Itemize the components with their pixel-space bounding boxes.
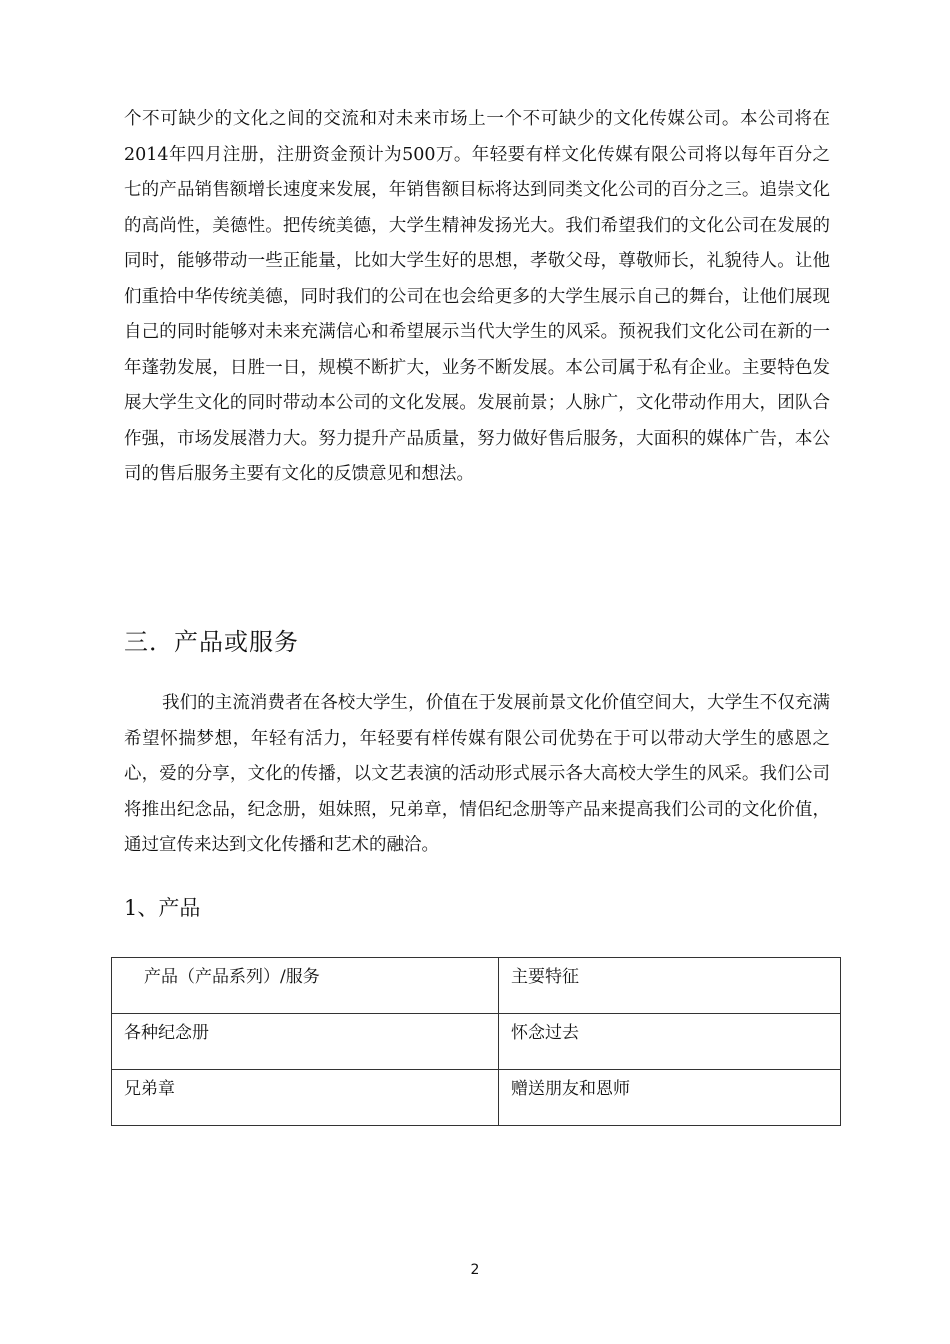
section-heading: 三．产品或服务: [124, 628, 299, 656]
table-row: [112, 1070, 841, 1126]
table-header-row: [112, 958, 841, 1014]
table-cell: 怀念过去: [499, 1014, 841, 1070]
body-paragraph-2: 我们的主流消费者在各校大学生，价值在于发展前景文化价值空间大，大学生不仅充满希望怀揣梦想，年轻有活力，年轻要有样传媒有限公司优势在于可以带动大学生的感恩之心，爱的分享，文化的传播，以文艺表演的活动形式展示各大高校大学生的风采。我们公司将推出纪念品，纪念册，姐妹照，兄弟章，情侣纪念册等产品来提高我们公司的文化价值，通过宣传来达到文化传播和艺术的融洽。: [124, 693, 830, 855]
table-header-cell: 主要特征: [499, 958, 841, 1014]
table-cell: 各种纪念册: [112, 1014, 499, 1070]
table-cell: 赠送朋友和恩师: [499, 1070, 841, 1126]
table-cell: 兄弟章: [112, 1070, 499, 1126]
product-table: [111, 957, 841, 1126]
table-header-cell: 产品（产品系列）/服务: [112, 958, 499, 1014]
page-number: 2: [470, 1262, 480, 1278]
table-row: [112, 1014, 841, 1070]
body-paragraph-1: 个不可缺少的文化之间的交流和对未来市场上一个不可缺少的文化传媒公司。本公司将在2014年四月注册，注册资金预计为500万。年轻要有样文化传媒有限公司将以每年百分之七的产品销售额增长速度来发展，年销售额目标将达到同类文化公司的百分之三。追崇文化的高尚性，美德性。把传统美德，大学生精神发扬光大。我们希望我们的文化公司在发展的同时，能够带动一些正能量，比如大学生好的思想，孝敬父母，尊敬师长，礼貌待人。让他们重拾中华传统美德，同时我们的公司在也会给更多的大学生展示自己的舞台，让他们展现自己的同时能够对未来充满信心和希望展示当代大学生的风采。预祝我们文化公司在新的一年蓬勃发展，日胜一日，规模不断扩大，业务不断发展。本公司属于私有企业。主要特色发展大学生文化的同时带动本公司的文化发展。发展前景；人脉广，文化带动作用大，团队合作强，市场发展潜力大。努力提升产品质量，努力做好售后服务，大面积的媒体广告，本公司的售后服务主要有文化的反馈意见和想法。: [124, 109, 830, 484]
subsection-heading: 1、产品: [124, 896, 201, 920]
